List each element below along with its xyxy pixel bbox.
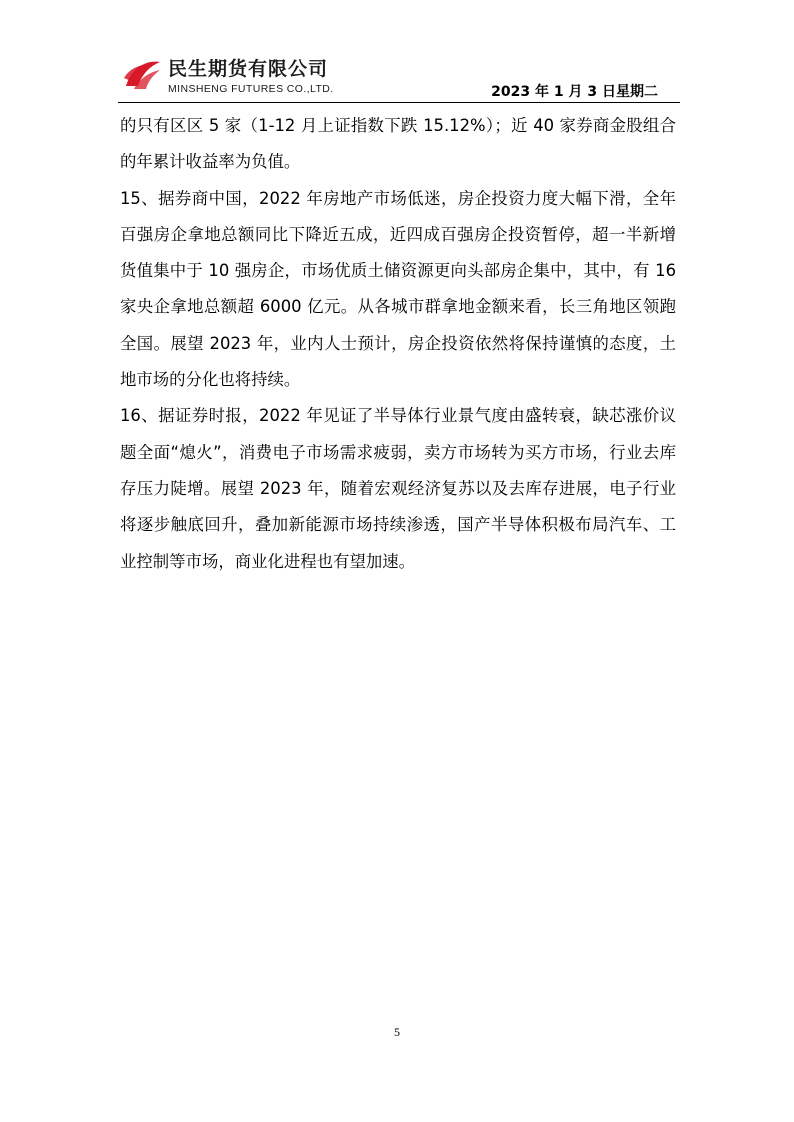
report-date: 2023 年 1 月 3 日星期二 (491, 84, 658, 100)
company-logo (118, 54, 378, 100)
document-body (120, 108, 676, 580)
paragraph-continued: 的只有区区 5 家（1-12 月上证指数下跌 15.12%）；近 40 家券商金股组合的年累计收益率为负值。 (120, 116, 676, 172)
paragraph-item-16: 16、据证券时报，2022 年见证了半导体行业景气度由盛转衰，缺芯涨价议题全面“熄火”，消费电子市场需求疲弱，卖方市场转为买方市场，行业去库存压力陡增。展望 2023 年，随着宏观经济复苏以及去库存进展，电子行业将逐步触底回升，叠加新能源市场持续渗透，国产半导体积极布局汽车、工业控制等市场，商业化进程也有望加速。 (120, 406, 676, 571)
page-header (118, 52, 680, 104)
company-name-en: MINSHENG FUTURES CO.,LTD. (168, 83, 334, 95)
minsheng-logo-icon (122, 56, 162, 92)
company-name-cn: 民生期货有限公司 (168, 58, 329, 80)
header-divider (118, 102, 680, 103)
page-number: 5 (394, 1025, 400, 1039)
paragraph-item-15: 15、据券商中国，2022 年房地产市场低迷，房企投资力度大幅下滑，全年百强房企拿地总额同比下降近五成，近四成百强房企投资暂停，超一半新增货值集中于 10 强房企，市场优质土储资源更向头部房企集中，其中，有 16 家央企拿地总额超 6000 亿元。从各城市群拿地金额来看，长三角地区领跑全国。展望 2023 年，业内人士预计，房企投资依然将保持谨慎的态度，土地市场的分化也将持续。 (120, 188, 676, 390)
